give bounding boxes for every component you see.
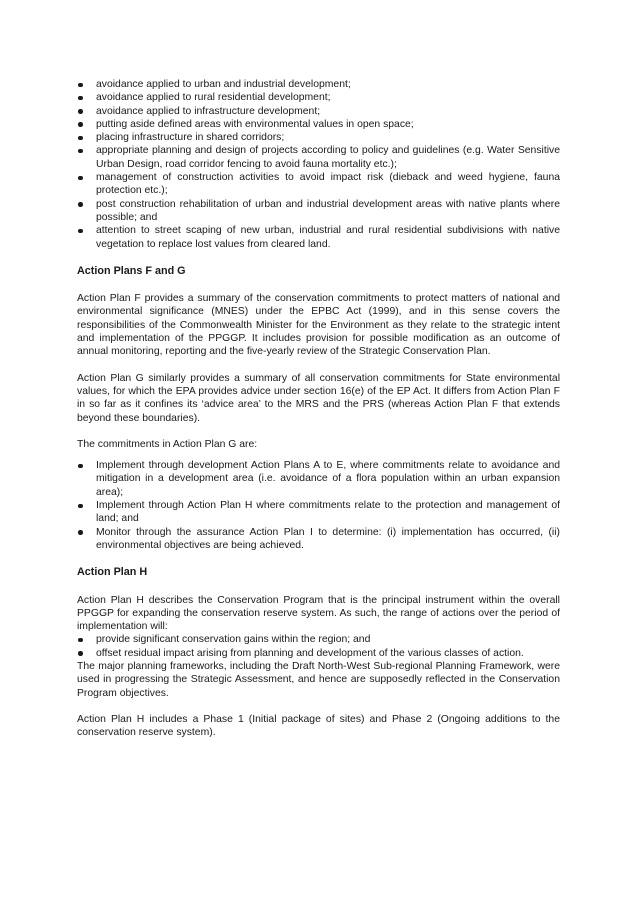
list-item: placing infrastructure in shared corridors; [77, 131, 560, 144]
paragraph-action-plan-g: Action Plan G similarly provides a summary of all conservation commitments for State environmental values, for which the EPA provides advice under section 16(e) of the EP Act. It differs from Action Plan F in so far as it confines its ‘advice area’ to the MRS and the PRS (whereas Action Plan F that extends beyond these boundaries). [77, 372, 560, 424]
intro-bullet-list [77, 78, 560, 251]
action-plan-h-bullet-list [77, 633, 560, 660]
list-item: Monitor through the assurance Action Plan I to determine: (i) implementation has occurred, (ii) environmental objectives are being achieved. [77, 526, 560, 553]
section-heading-action-plan-h: Action Plan H [77, 566, 148, 579]
commitments-bullet-list [77, 459, 560, 552]
list-item: post construction rehabilitation of urban and industrial development areas with native plants where possible; and [77, 198, 560, 225]
list-item: avoidance applied to infrastructure development; [77, 105, 560, 118]
list-item: putting aside defined areas with environmental values in open space; [77, 118, 560, 131]
list-item: management of construction activities to avoid impact risk (dieback and weed hygiene, fauna protection etc.); [77, 171, 560, 198]
list-item: avoidance applied to rural residential development; [77, 91, 560, 104]
paragraph-phases: Action Plan H includes a Phase 1 (Initial package of sites) and Phase 2 (Ongoing additions to the conservation reserve system). [77, 713, 560, 739]
list-item: Implement through Action Plan H where commitments relate to the protection and management of land; and [77, 499, 560, 526]
paragraph-action-plan-h: Action Plan H describes the Conservation Program that is the principal instrument within the overall PPGGP for expanding the conservation reserve system. As such, the range of actions over the period of implementation will: [77, 594, 560, 633]
list-item: offset residual impact arising from planning and development of the various classes of action. [77, 647, 560, 660]
list-item: avoidance applied to urban and industrial development; [77, 78, 560, 91]
list-item: provide significant conservation gains within the region; and [77, 633, 560, 646]
list-item: attention to street scaping of new urban, industrial and rural residential subdivisions with native vegetation to replace lost values from cleared land. [77, 224, 560, 251]
paragraph-action-plan-f: Action Plan F provides a summary of the conservation commitments to protect matters of national and environmental significance (MNES) under the EPBC Act (1999), and in this sense covers the responsibilities of the Commonwealth Minister for the Environment as they relate to the strategic intent and implementation of the PPGGP. It includes provision for possible modification as an outcome of annual monitoring, reporting and the five-yearly review of the Strategic Conservation Plan. [77, 293, 560, 358]
section-heading-action-plans-f-g: Action Plans F and G [77, 264, 186, 277]
paragraph-commitments-intro: The commitments in Action Plan G are: [77, 438, 258, 450]
paragraph-planning-frameworks: The major planning frameworks, including the Draft North-West Sub-regional Planning Framework, were used in progressing the Strategic Assessment, and hence are supposedly reflected in the Conservation Program objectives. [77, 660, 560, 699]
list-item: appropriate planning and design of projects according to policy and guidelines (e.g. Water Sensitive Urban Design, road corridor fencing to avoid fauna mortality etc.); [77, 144, 560, 171]
list-item: Implement through development Action Plans A to E, where commitments relate to avoidance and mitigation in a development area (i.e. avoidance of a flora population within an urban expansion area); [77, 459, 560, 499]
